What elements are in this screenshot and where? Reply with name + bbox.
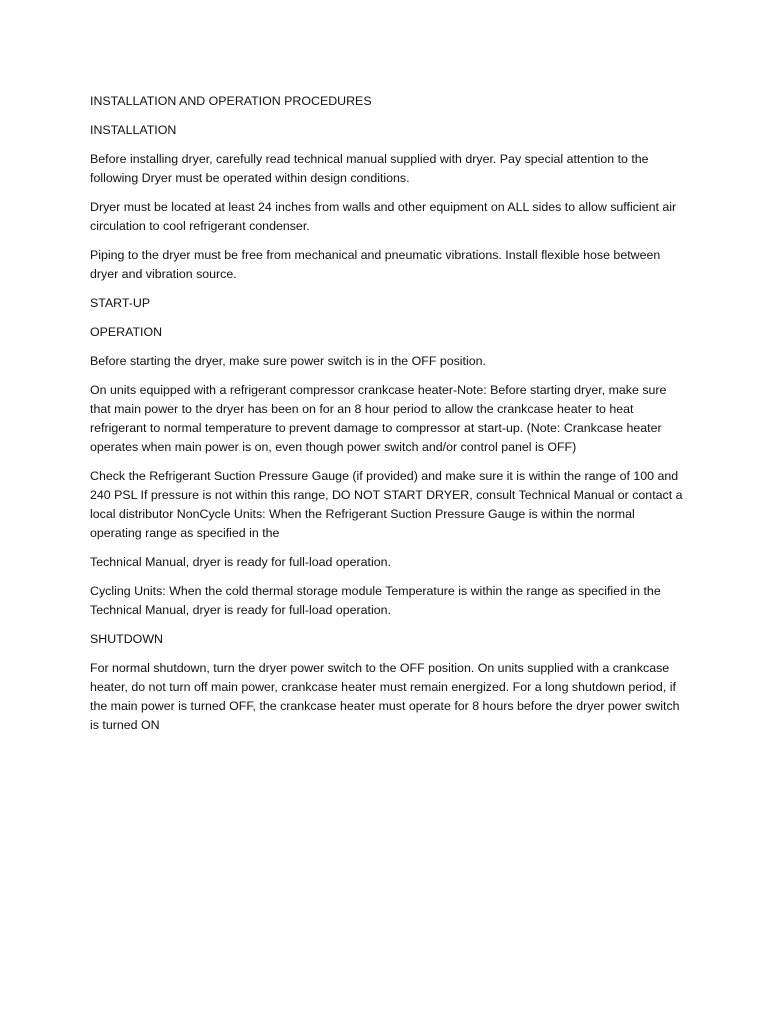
section-heading-installation: INSTALLATION — [90, 123, 177, 137]
paragraph: Piping to the dryer must be free from mechanical and pneumatic vibrations. Install flexible hose between dryer and vibration source. — [90, 248, 661, 281]
paragraph: For normal shutdown, turn the dryer power switch to the OFF position. On units supplied with a crankcase heater, do not turn off main power, crankcase heater must remain energized. For a long shutdown period, if the main power is turned OFF, the crankcase heater must operate for 8 hours before the dryer power switch is turned ON — [90, 661, 680, 732]
paragraph: Check the Refrigerant Suction Pressure Gauge (if provided) and make sure it is within the range of 100 and 240 PSL If pressure is not within this range, DO NOT START DRYER, consult Technical Manual or contact a local distributor NonCycle Units: When the Refrigerant Suction Pressure Gauge is within the normal operating range as specified in the — [90, 469, 683, 540]
paragraph: Before starting the dryer, make sure power switch is in the OFF position. — [90, 354, 486, 368]
paragraph: Technical Manual, dryer is ready for full-load operation. — [90, 555, 391, 569]
paragraph: Before installing dryer, carefully read technical manual supplied with dryer. Pay special attention to the following Dryer must be operated within design conditions. — [90, 152, 649, 185]
paragraph: Dryer must be located at least 24 inches from walls and other equipment on ALL sides to allow sufficient air circulation to cool refrigerant condenser. — [90, 200, 677, 233]
section-heading-shutdown: SHUTDOWN — [90, 632, 163, 646]
section-heading-startup: START-UP — [90, 296, 151, 310]
document-title: INSTALLATION AND OPERATION PROCEDURES — [90, 94, 372, 108]
paragraph: On units equipped with a refrigerant compressor crankcase heater-Note: Before starting dryer, make sure that main power to the dryer has been on for an 8 hour period to allow the crankcase heater to heat refrigerant to normal temperature to prevent damage to compressor at start-up. (Note: Crankcase heater operates when main power is on, even though power switch and/or control panel is OFF) — [90, 383, 667, 454]
section-heading-operation: OPERATION — [90, 325, 163, 339]
document-body — [90, 92, 686, 745]
paragraph: Cycling Units: When the cold thermal storage module Temperature is within the range as specified in the Technical Manual, dryer is ready for full-load operation. — [90, 584, 661, 617]
